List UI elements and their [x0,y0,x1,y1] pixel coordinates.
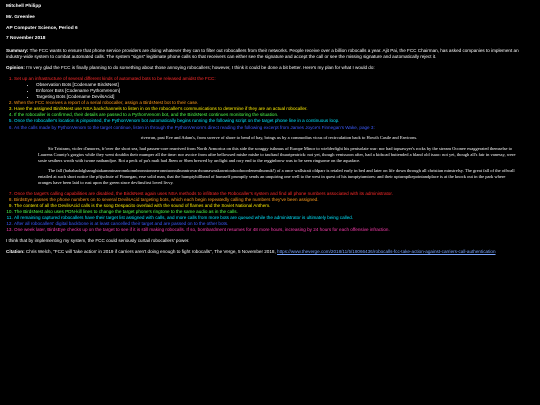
plan-item-12: 12. After all robocallers' digital backbone is at least cancelled their target and are passed on to the other bots. [14,221,534,227]
excerpt-paragraph-2: Sir Tristram, violer d'amores, fr'over the short sea, had passen-core rearrived from North Armorica on this side the scraggy isthmus of Europe Minor to wielderfight his penisolate war: nor had topsawyer's rocks by the stream Oconee exaggerated themselse to Laurens County's gorgios while they went doublin their mumper all the time: nor avoice from afire bellowsed mishe mishe to tauftauf thuartpeatrick: not yet, though venissoon after, had a kidscad buttended a bland old isaac: not yet, though all's fair in vanessy, were sosie sesthers wroth with twone nathandjoe. Rot a peck of pa's malt had Jhem or Shen brewed by arclight and rory end to the regginbrow was to be seen ringsome on the aquaface. [38,145,516,163]
plan-item-2: 2. When the FCC receives a report of a serial robocaller, assign a BirdsNest bot to their case. [14,100,534,106]
student-name: Mitchell Philipp [6,4,42,9]
plan-item-4: 4. If the robocaller is confirmed, their details are passed to a PythonVenom bot, and the BirdsNest continues monitoring the situation. [14,112,534,118]
bot-type-item: • Observation Bots [Codename BirdsNest] [36,82,534,88]
bot-type-item: • Enforcer Bots [Codename PythonVenom] [36,88,534,94]
excerpt-paragraph-1: riverrun, past Eve and Adam's, from swerve of shore to bend of bay, brings us by a commodius vicus of recirculation back to Howth Castle and Environs. [140,135,418,141]
citation-link[interactable]: https://www.theverge.com/2018/11/5/18066436/robocalls-fcc-take-action-against-carriers-call-authentication [277,249,496,255]
plan-item-3: 3. Have the assigned BirdsNest use NSA backchannels to listen in on the robocaller's communications to determine if they are an actual robocaller. [14,106,534,112]
opinion-label: Opinion: [6,64,25,70]
closing-sentence: I think that by implementing my system, the FCC could seriously curtail robocallers' power. [6,238,190,244]
summary-paragraph [6,48,534,60]
plan-item-9: 9. The content of all the DevilsAcid calls is the song Despacito overlaid with the sound of flames and the Soviet National Anthem. [14,203,534,209]
bot-types-list [14,82,534,100]
plan-item-1 [14,76,534,100]
citation-text: Chris Welch, "FCC will 'take action' in 2019 if carriers aren't doing enough to fight robocalls", The Verge, 5 November 2018, [25,249,276,255]
opinion-paragraph [6,65,534,71]
bot-type-item: • Targeting Bots [Codename DevilsAcid] [36,94,534,100]
course-name: AP Computer Science, Period 6 [6,25,78,31]
excerpt-paragraph-3: The fall (bababadalgharaghtakamminarronnkonnbronntonnerronntuonnthunntrovarrhounawnskawntoohoohoordenenthurnuk!) of a once wallstrait oldparr is retaled early in bed and later on life down through all christian minstrelsy. The great fall of the offwall entailed at such short notice the pftjschute of Finnegan, erse solid man, that the humptyhillhead of humself prumptly sends an unquiring one well to the west in quest of his tumptytumtoes: and their upturnpikepointandplace is at the knock out in the park where oranges have been laid to rust upon the green since devlinsfirst loved livvy. [38,168,515,185]
plan-item-6: 6. As the calls made by PythonVenom to the target continue, listen in through the PythonVenom's direct reading the following excerpt from James Joyce's Finnegan's Wake, page 3: [14,125,534,131]
plan-item-7: 7. Once the target's calling capabilities are disabled, the BirdsNest again uses NSA methods to infiltrate the Robocaller's system and find all phone numbers associated with its administrator. [14,191,534,197]
plan-item-11: 11. All remaining captured robocallers have their target list assigned with calls, and more calls from more bots are queued while the administrator is ultimately being called. [14,215,534,221]
teacher-name: Mr. Greenlee [6,14,35,20]
plan-item-5: 5. Once the robocaller's location is pinpointed, the PythonVenom bot automatically begins running the following script on the target phone line in a continuous loop. [14,118,534,124]
opinion-text: I'm very glad the FCC is finally planning to do something about those annoying robocallers; however, I think it could be done a bit better. Here's my plan for what I would do: [26,64,375,70]
plan-item-10: 10. The BirdsNest also uses PDN-kill lines to change the target phone's ringtone to the same audio as in the calls. [14,209,534,215]
plan-item-13: 13. One week later, BirdsEye checks up on the target to see if it is still making robocalls. If so, bombardment resumes for 48 more hours, increasing by 24 hours for each offensive infraction. [14,227,534,233]
citation-paragraph [6,249,534,255]
plan-item-text: Set up an infrastructure of several different kinds of automated bots to be released amidst the FCC: [14,76,216,81]
finnegans-wake-excerpt [6,135,534,186]
plan-list-bottom [6,191,534,233]
summary-label: Summary: [6,47,29,53]
plan-item-8: 8. BirdsEye passes the phone numbers on to several DevilsAcid targeting bots, which each begin repeatedly calling the numbers they've been assigned. [14,197,534,203]
citation-label: Citation: [6,249,25,255]
summary-text: The FCC wants to ensure that phone service providers are doing whatever they can to filter out robocallers from their networks. People receive over a billion robocalls a year. Ajit Pai, the FCC Chairman, has asked companies to implement an industry-wide system to combat automated calls. The system "signs" legitimate phone calls so that receivers can either see the signature and accept the call or see the missing signature and automatically reject it. [6,47,519,59]
plan-list-top [6,76,534,131]
date-line: 7 November 2018 [6,36,46,42]
